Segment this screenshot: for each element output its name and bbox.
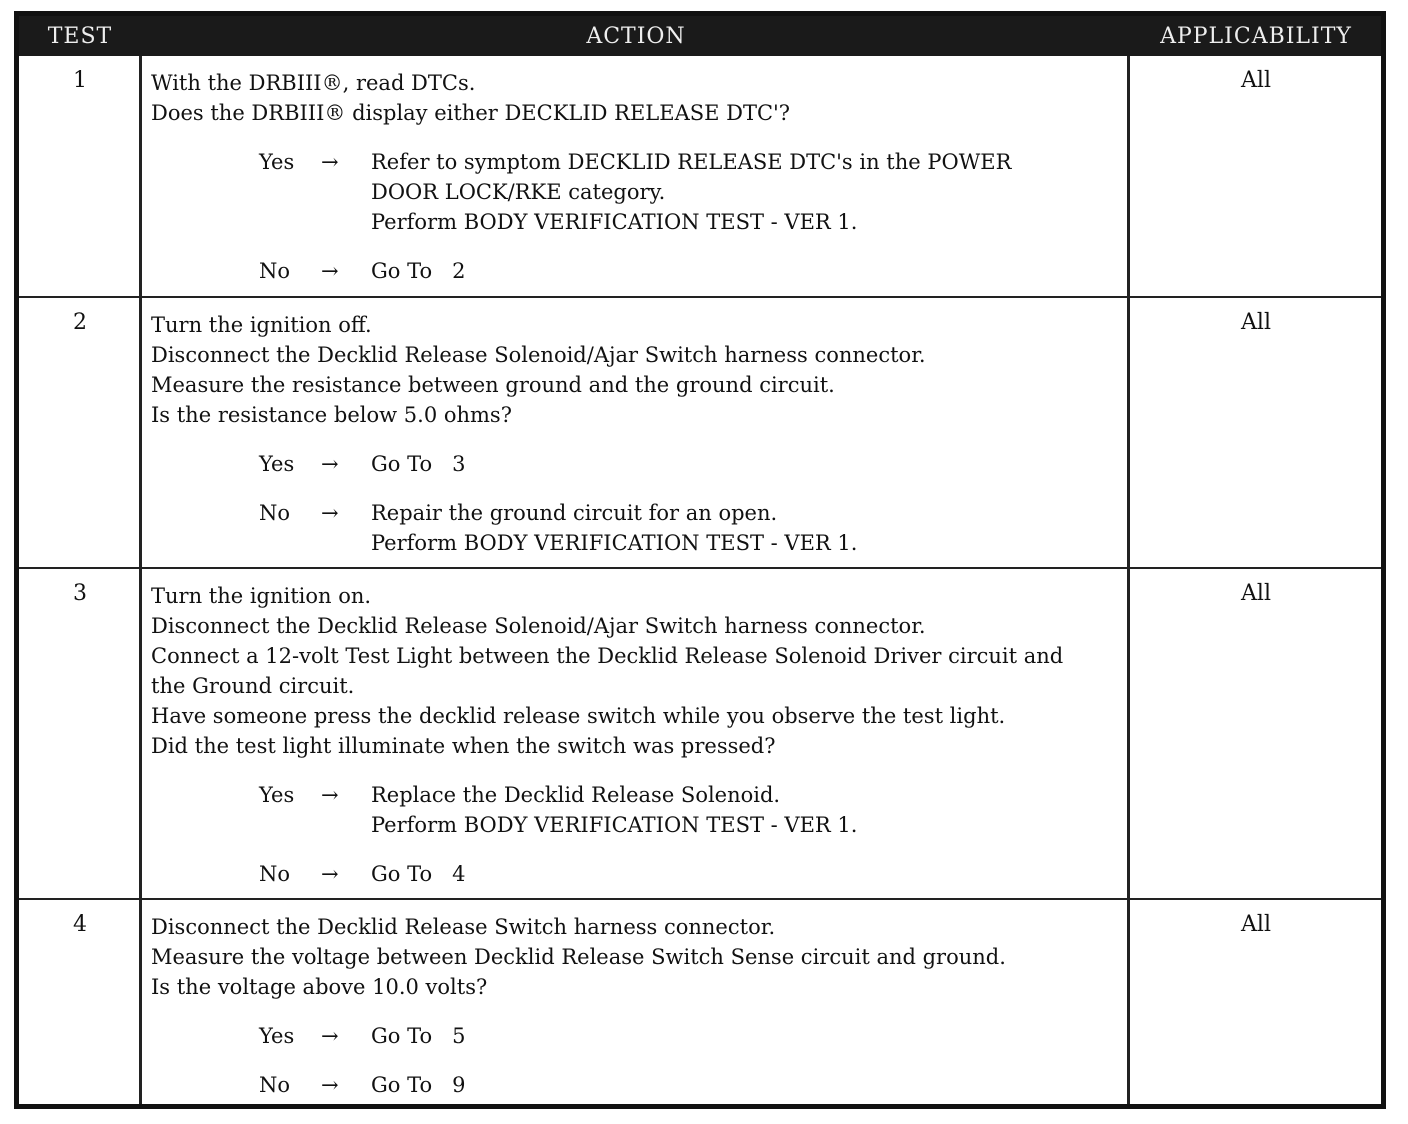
yes-text: Perform BODY VERIFICATION TEST - VER 1.	[371, 210, 858, 234]
no-branch	[151, 256, 1131, 286]
arrow-icon: →	[321, 150, 339, 174]
test-number: 1	[73, 68, 87, 93]
table-row	[19, 296, 1381, 567]
table-row	[19, 567, 1381, 898]
arrow-icon: →	[321, 501, 339, 525]
question-line: the Ground circuit.	[151, 674, 355, 698]
no-label: No	[259, 259, 291, 283]
yes-label: Yes	[259, 452, 295, 476]
diagnostic-test-table	[14, 11, 1386, 1109]
no-branch	[151, 498, 1131, 558]
yes-text: Go To 3	[371, 452, 466, 476]
action-cell	[151, 310, 1131, 558]
table-row	[19, 56, 1381, 296]
no-text: Perform BODY VERIFICATION TEST - VER 1.	[371, 531, 858, 555]
arrow-icon: →	[321, 259, 339, 283]
action-cell	[151, 581, 1131, 889]
test-number: 2	[73, 310, 87, 335]
applicability-value: All	[1241, 68, 1271, 93]
no-text: Go To 4	[371, 862, 466, 886]
yes-label: Yes	[259, 1024, 295, 1048]
no-text: Go To 2	[371, 259, 466, 283]
question-line: Did the test light illuminate when the switch was pressed?	[151, 734, 776, 758]
action-cell	[151, 912, 1131, 1100]
action-cell	[151, 68, 1131, 286]
yes-text: DOOR LOCK/RKE category.	[371, 180, 666, 204]
question-line: Have someone press the decklid release switch while you observe the test light.	[151, 704, 1006, 728]
question-line: Connect a 12-volt Test Light between the Decklid Release Solenoid Driver circuit and	[151, 644, 1064, 668]
arrow-icon: →	[321, 452, 339, 476]
arrow-icon: →	[321, 783, 339, 807]
no-label: No	[259, 1073, 291, 1097]
arrow-icon: →	[321, 862, 339, 886]
yes-text: Perform BODY VERIFICATION TEST - VER 1.	[371, 813, 858, 837]
question-line: Measure the voltage between Decklid Release Switch Sense circuit and ground.	[151, 945, 1006, 969]
yes-label: Yes	[259, 783, 295, 807]
yes-label: Yes	[259, 150, 295, 174]
yes-branch	[151, 780, 1131, 840]
table-header	[19, 16, 1381, 56]
applicability-value: All	[1241, 310, 1271, 335]
question-line: Disconnect the Decklid Release Solenoid/Ajar Switch harness connector.	[151, 614, 926, 638]
question-line: With the DRBIII®, read DTCs.	[151, 71, 476, 95]
question-line: Disconnect the Decklid Release Switch harness connector.	[151, 915, 776, 939]
yes-branch	[151, 1021, 1131, 1051]
header-applicability: APPLICABILITY	[1160, 24, 1352, 49]
yes-branch	[151, 147, 1131, 237]
question-line: Is the resistance below 5.0 ohms?	[151, 403, 512, 427]
no-branch	[151, 1070, 1131, 1100]
yes-text: Refer to symptom DECKLID RELEASE DTC's in the POWER	[371, 150, 1012, 174]
applicability-value: All	[1241, 581, 1271, 606]
yes-text: Replace the Decklid Release Solenoid.	[371, 783, 781, 807]
arrow-icon: →	[321, 1073, 339, 1097]
yes-branch	[151, 449, 1131, 479]
question-line: Turn the ignition on.	[151, 584, 372, 608]
yes-text: Go To 5	[371, 1024, 466, 1048]
no-text: Repair the ground circuit for an open.	[371, 501, 778, 525]
test-number: 4	[73, 912, 87, 937]
applicability-value: All	[1241, 912, 1271, 937]
header-test: TEST	[47, 24, 113, 49]
table-row	[19, 898, 1381, 1104]
no-branch	[151, 859, 1131, 889]
no-label: No	[259, 862, 291, 886]
question-line: Does the DRBIII® display either DECKLID RELEASE DTC'?	[151, 101, 791, 125]
question-line: Disconnect the Decklid Release Solenoid/Ajar Switch harness connector.	[151, 343, 926, 367]
question-line: Turn the ignition off.	[151, 313, 372, 337]
test-number: 3	[73, 581, 87, 606]
question-line: Measure the resistance between ground and the ground circuit.	[151, 373, 835, 397]
question-line: Is the voltage above 10.0 volts?	[151, 975, 488, 999]
arrow-icon: →	[321, 1024, 339, 1048]
no-text: Go To 9	[371, 1073, 466, 1097]
header-action: ACTION	[586, 24, 686, 49]
no-label: No	[259, 501, 291, 525]
